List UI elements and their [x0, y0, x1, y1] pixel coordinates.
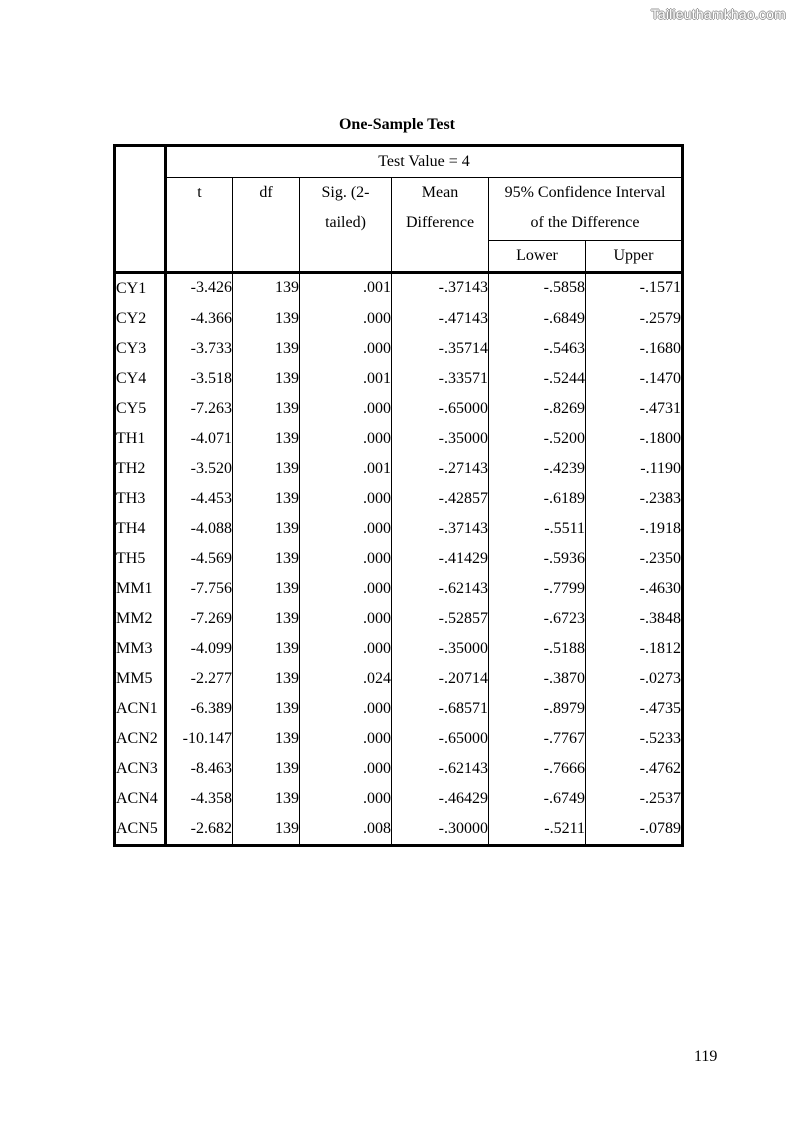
cell-upper: -.1800	[586, 424, 683, 454]
cell-lower: -.7666	[489, 754, 586, 784]
cell-sig: .000	[300, 604, 392, 634]
cell-mean: -.62143	[392, 754, 489, 784]
cell-lower: -.8269	[489, 394, 586, 424]
cell-t: -7.263	[166, 394, 233, 424]
cell-df: 139	[233, 634, 300, 664]
cell-t: -4.071	[166, 424, 233, 454]
table-row	[115, 544, 683, 574]
cell-sig: .000	[300, 574, 392, 604]
cell-lower: -.7767	[489, 724, 586, 754]
cell-df: 139	[233, 364, 300, 394]
table-row	[115, 724, 683, 754]
col-header-mean	[392, 178, 489, 273]
table-row	[115, 484, 683, 514]
cell-df: 139	[233, 304, 300, 334]
table-title: One-Sample Test	[338, 116, 455, 133]
cell-lower: -.4239	[489, 454, 586, 484]
cell-mean: -.65000	[392, 724, 489, 754]
cell-sig: .000	[300, 784, 392, 814]
cell-df: 139	[233, 814, 300, 846]
cell-sig: .001	[300, 454, 392, 484]
col-header-upper: Upper	[586, 241, 683, 273]
cell-lower: -.3870	[489, 664, 586, 694]
cell-lower: -.5858	[489, 273, 586, 305]
cell-df: 139	[233, 514, 300, 544]
cell-t: -4.088	[166, 514, 233, 544]
cell-t: -2.682	[166, 814, 233, 846]
row-label: ACN1	[115, 694, 166, 724]
cell-df: 139	[233, 544, 300, 574]
row-label: TH1	[115, 424, 166, 454]
cell-df: 139	[233, 574, 300, 604]
cell-upper: -.1680	[586, 334, 683, 364]
cell-lower: -.7799	[489, 574, 586, 604]
row-label: ACN3	[115, 754, 166, 784]
cell-mean: -.30000	[392, 814, 489, 846]
table-row	[115, 694, 683, 724]
cell-t: -3.733	[166, 334, 233, 364]
col-header-ci-line1: 95% Confidence Interval	[504, 184, 666, 201]
cell-upper: -.1918	[586, 514, 683, 544]
row-label: TH5	[115, 544, 166, 574]
cell-df: 139	[233, 454, 300, 484]
cell-upper: -.1470	[586, 364, 683, 394]
cell-lower: -.6749	[489, 784, 586, 814]
cell-sig: .000	[300, 514, 392, 544]
table-row	[115, 634, 683, 664]
cell-t: -10.147	[166, 724, 233, 754]
cell-upper: -.3848	[586, 604, 683, 634]
row-label: CY2	[115, 304, 166, 334]
cell-upper: -.4731	[586, 394, 683, 424]
row-label: CY1	[115, 273, 166, 305]
cell-sig: .001	[300, 273, 392, 305]
cell-upper: -.4735	[586, 694, 683, 724]
col-header-ci	[489, 178, 683, 241]
row-label: ACN4	[115, 784, 166, 814]
col-header-sig	[300, 178, 392, 273]
cell-df: 139	[233, 664, 300, 694]
cell-t: -7.269	[166, 604, 233, 634]
cell-lower: -.6723	[489, 604, 586, 634]
cell-upper: -.2383	[586, 484, 683, 514]
cell-mean: -.37143	[392, 514, 489, 544]
cell-df: 139	[233, 484, 300, 514]
watermark-text: Tailieuthamkhao.com	[650, 6, 786, 22]
cell-mean: -.37143	[392, 273, 489, 305]
row-label: TH2	[115, 454, 166, 484]
cell-df: 139	[233, 694, 300, 724]
cell-mean: -.52857	[392, 604, 489, 634]
cell-lower: -.5211	[489, 814, 586, 846]
cell-sig: .000	[300, 334, 392, 364]
row-label: CY4	[115, 364, 166, 394]
cell-sig: .000	[300, 394, 392, 424]
table-row	[115, 334, 683, 364]
col-header-sig-line2: tailed)	[325, 214, 366, 231]
cell-upper: -.4630	[586, 574, 683, 604]
cell-mean: -.33571	[392, 364, 489, 394]
col-header-ci-line2: of the Difference	[530, 214, 640, 231]
cell-sig: .000	[300, 424, 392, 454]
cell-lower: -.6849	[489, 304, 586, 334]
cell-mean: -.46429	[392, 784, 489, 814]
cell-df: 139	[233, 754, 300, 784]
table-row	[115, 814, 683, 846]
cell-t: -4.366	[166, 304, 233, 334]
cell-lower: -.5463	[489, 334, 586, 364]
table-row	[115, 574, 683, 604]
col-header-mean-line2: Difference	[405, 214, 475, 231]
cell-upper: -.0273	[586, 664, 683, 694]
table-row	[115, 364, 683, 394]
col-header-mean-line1: Mean	[421, 184, 459, 201]
cell-t: -4.099	[166, 634, 233, 664]
table-row	[115, 304, 683, 334]
cell-df: 139	[233, 604, 300, 634]
test-value-header: Test Value = 4	[166, 146, 683, 178]
cell-upper: -.1812	[586, 634, 683, 664]
cell-mean: -.47143	[392, 304, 489, 334]
cell-mean: -.20714	[392, 664, 489, 694]
row-label: TH4	[115, 514, 166, 544]
row-label: ACN2	[115, 724, 166, 754]
col-header-sig-line1: Sig. (2-	[321, 184, 370, 201]
cell-mean: -.35714	[392, 334, 489, 364]
table-row	[115, 424, 683, 454]
cell-sig: .000	[300, 754, 392, 784]
cell-t: -4.358	[166, 784, 233, 814]
col-header-lower: Lower	[489, 241, 586, 273]
row-label: TH3	[115, 484, 166, 514]
col-header-t: t	[166, 178, 233, 273]
row-label: MM1	[115, 574, 166, 604]
cell-lower: -.6189	[489, 484, 586, 514]
cell-upper: -.5233	[586, 724, 683, 754]
cell-sig: .000	[300, 724, 392, 754]
cell-t: -3.426	[166, 273, 233, 305]
page-number: 119	[694, 1048, 718, 1065]
cell-mean: -.62143	[392, 574, 489, 604]
cell-t: -6.389	[166, 694, 233, 724]
cell-sig: .000	[300, 634, 392, 664]
cell-lower: -.5200	[489, 424, 586, 454]
table-row	[115, 664, 683, 694]
cell-df: 139	[233, 334, 300, 364]
cell-mean: -.41429	[392, 544, 489, 574]
cell-sig: .000	[300, 694, 392, 724]
row-label: CY5	[115, 394, 166, 424]
cell-sig: .000	[300, 484, 392, 514]
cell-upper: -.2350	[586, 544, 683, 574]
cell-t: -3.518	[166, 364, 233, 394]
cell-lower: -.5244	[489, 364, 586, 394]
cell-sig: .000	[300, 544, 392, 574]
table-row	[115, 394, 683, 424]
cell-upper: -.1190	[586, 454, 683, 484]
cell-upper: -.2537	[586, 784, 683, 814]
row-label: MM5	[115, 664, 166, 694]
cell-t: -2.277	[166, 664, 233, 694]
col-header-df: df	[233, 178, 300, 273]
cell-df: 139	[233, 394, 300, 424]
corner-cell	[115, 146, 166, 273]
table-row	[115, 754, 683, 784]
cell-df: 139	[233, 424, 300, 454]
cell-upper: -.4762	[586, 754, 683, 784]
cell-sig: .024	[300, 664, 392, 694]
cell-mean: -.35000	[392, 424, 489, 454]
cell-df: 139	[233, 784, 300, 814]
cell-mean: -.68571	[392, 694, 489, 724]
cell-df: 139	[233, 724, 300, 754]
cell-lower: -.5511	[489, 514, 586, 544]
table-row	[115, 784, 683, 814]
cell-lower: -.5936	[489, 544, 586, 574]
cell-lower: -.8979	[489, 694, 586, 724]
cell-t: -3.520	[166, 454, 233, 484]
row-label: MM3	[115, 634, 166, 664]
cell-t: -4.453	[166, 484, 233, 514]
cell-df: 139	[233, 273, 300, 305]
row-label: ACN5	[115, 814, 166, 846]
cell-upper: -.2579	[586, 304, 683, 334]
cell-lower: -.5188	[489, 634, 586, 664]
row-label: CY3	[115, 334, 166, 364]
cell-sig: .000	[300, 304, 392, 334]
table-row	[115, 604, 683, 634]
cell-mean: -.35000	[392, 634, 489, 664]
cell-sig: .008	[300, 814, 392, 846]
table-row	[115, 514, 683, 544]
cell-t: -8.463	[166, 754, 233, 784]
table-row	[115, 454, 683, 484]
cell-mean: -.65000	[392, 394, 489, 424]
cell-t: -7.756	[166, 574, 233, 604]
table-row	[115, 273, 683, 305]
cell-sig: .001	[300, 364, 392, 394]
row-label: MM2	[115, 604, 166, 634]
cell-t: -4.569	[166, 544, 233, 574]
cell-mean: -.27143	[392, 454, 489, 484]
cell-mean: -.42857	[392, 484, 489, 514]
one-sample-test-table	[113, 144, 684, 847]
cell-upper: -.0789	[586, 814, 683, 846]
cell-upper: -.1571	[586, 273, 683, 305]
